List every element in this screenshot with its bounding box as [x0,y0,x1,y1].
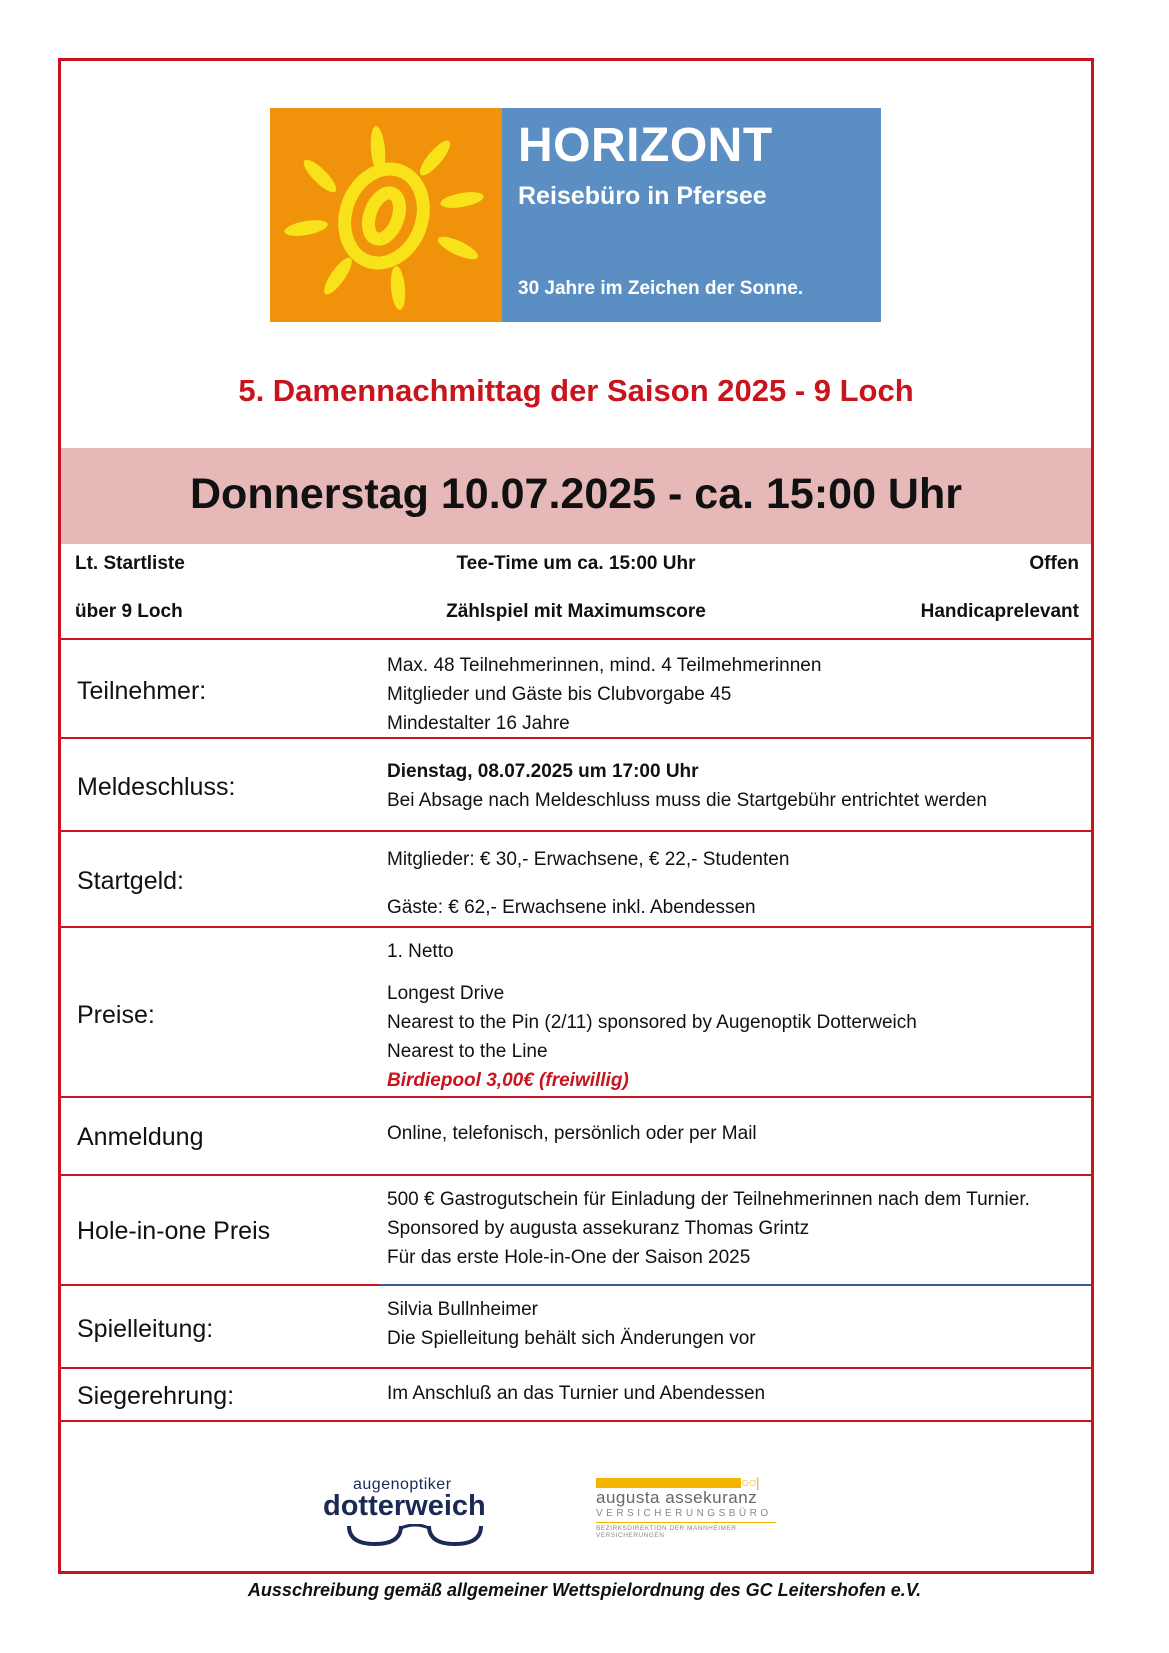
divider [61,1096,1091,1098]
divider [61,638,1091,640]
divider [61,1284,379,1286]
label-meldeschluss: Meldeschluss: [77,773,236,801]
deadline-note: Bei Absage nach Meldeschluss muss die Startgebühr entrichtet werden [387,790,987,811]
birdiepool-note: Birdiepool 3,00€ (freiwillig) [387,1070,629,1091]
prize-line: Nearest to the Line [387,1041,548,1062]
value-teilnehmer [387,651,821,738]
dotterweich-name: dotterweich [323,1490,486,1522]
value-anmeldung: Online, telefonisch, persönlich oder per Mail [387,1123,757,1144]
teilnehmer-line: Mitglieder und Gäste bis Clubvorgabe 45 [387,684,732,705]
director-name: Silvia Bullnheimer [387,1299,539,1320]
divider [61,1367,1091,1369]
divider [61,926,1091,928]
label-spielleitung: Spielleitung: [77,1315,214,1343]
info-open: Offen [1029,553,1079,574]
page-frame [58,58,1094,1574]
label-siegerehrung: Siegerehrung: [77,1382,235,1410]
divider [379,1284,1091,1286]
value-meldeschluss [387,757,987,815]
glasses-icon [345,1524,485,1548]
augusta-direction: BEZIRKSDIREKTION DER MANNHEIMER VERSICHERUNGEN [596,1525,737,1539]
logo-subtitle: Reisebüro in Pfersee [518,182,767,210]
augusta-bar [596,1478,741,1488]
label-hole-in-one: Hole-in-one Preis [77,1217,271,1245]
sun-logo-icon [270,108,502,322]
label-teilnehmer: Teilnehmer: [77,677,207,705]
info-start-list: Lt. Startliste [75,553,185,574]
dotterweich-small-text: augenoptiker [353,1476,452,1493]
divider [61,830,1091,832]
info-game-mode: Zählspiel mit Maximumscore [446,601,706,622]
augusta-underline [596,1522,776,1523]
prize-line: Nearest to the Pin (2/11) sponsored by Augenoptik Dotterweich [387,1012,917,1033]
info-holes: über 9 Loch [75,601,183,622]
info-tee-time: Tee-Time um ca. 15:00 Uhr [456,553,696,574]
logo-brand: HORIZONT [518,119,773,172]
deadline-date: Dienstag, 08.07.2025 um 17:00 Uhr [387,761,699,782]
value-spielleitung [387,1295,756,1353]
prize-line: Longest Drive [387,983,505,1004]
dotterweich-logo [323,1476,503,1546]
divider [61,737,1091,739]
divider [61,1420,1091,1422]
footer-note: Ausschreibung gemäß allgemeiner Wettspielordnung des GC Leitershofen e.V. [247,1580,922,1600]
horizont-logo [270,108,881,322]
augusta-mark-icon: ○○| [741,1474,759,1490]
hole-in-one-line: 500 € Gastrogutschein für Einladung der Teilnehmerinnen nach dem Turnier. [387,1189,1030,1210]
hole-in-one-line: Für das erste Hole-in-One der Saison 2025 [387,1247,751,1268]
augusta-sub: VERSICHERUNGSBÜRO [596,1508,772,1519]
event-date: Donnerstag 10.07.2025 - ca. 15:00 Uhr [190,470,962,518]
label-preise: Preise: [77,1001,155,1029]
teilnehmer-line: Max. 48 Teilnehmerinnen, mind. 4 Teilmehmerinnen [387,655,822,676]
director-note: Die Spielleitung behält sich Änderungen vor [387,1328,756,1349]
hole-in-one-line: Sponsored by augusta assekuranz Thomas Grintz [387,1218,810,1239]
date-band [61,448,1091,544]
value-preise [387,979,917,1095]
augusta-logo [596,1474,786,1548]
value-siegerehrung: Im Anschluß an das Turnier und Abendessen [387,1383,766,1404]
augusta-name: augusta assekuranz [596,1488,758,1507]
label-anmeldung: Anmeldung [77,1123,204,1151]
teilnehmer-line: Mindestalter 16 Jahre [387,713,570,734]
logo-slogan: 30 Jahre im Zeichen der Sonne. [518,278,804,299]
logo-text-panel [502,108,881,322]
info-handicap: Handicaprelevant [920,601,1079,622]
label-startgeld: Startgeld: [77,867,185,895]
value-startgeld-guests: Gäste: € 62,- Erwachsene inkl. Abendessen [387,897,756,918]
value-startgeld-members: Mitglieder: € 30,- Erwachsene, € 22,- Studenten [387,849,790,870]
value-hole-in-one [387,1185,1030,1272]
divider [61,1174,1091,1176]
event-title: 5. Damennachmittag der Saison 2025 - 9 Loch [238,373,914,408]
prize-netto: 1. Netto [387,941,454,962]
